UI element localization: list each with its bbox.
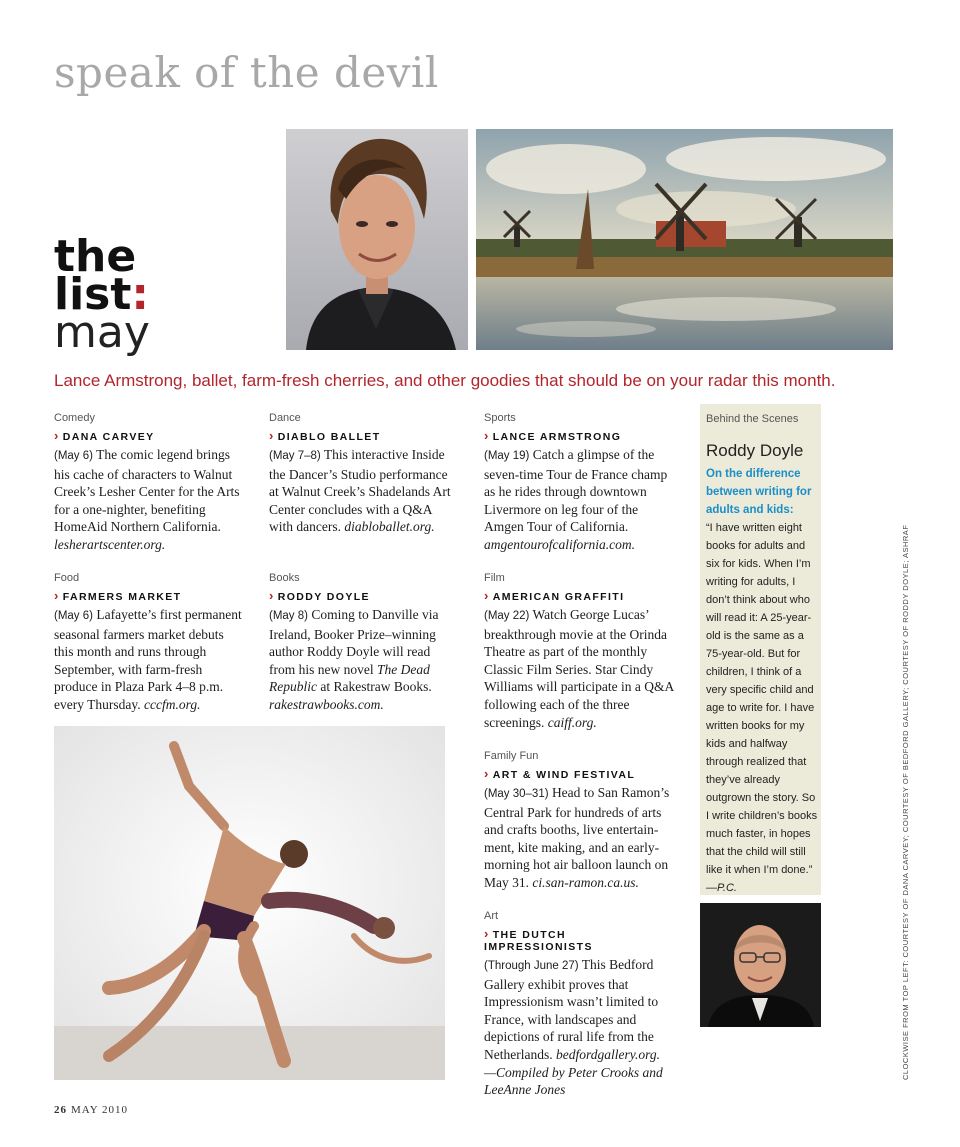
tagline: Lance Armstrong, ballet, farm-fresh cherries, and other goodies that should be on your radar this month. bbox=[54, 371, 836, 390]
arrow-icon: › bbox=[484, 766, 490, 781]
item-body: (May 19) Catch a glimpse of the seven-time Tour de France champ as he rides through downtown Livermore on leg four of the Amgen Tour of California. amgentourofcalifornia.com. bbox=[484, 447, 668, 552]
section-title: speak of the devil bbox=[54, 48, 439, 97]
arrow-icon: › bbox=[484, 926, 490, 941]
item-category: Dance bbox=[269, 412, 301, 424]
item-heading: › AMERICAN GRAFFITI bbox=[484, 588, 625, 603]
item-link[interactable]: rakestrawbooks.com. bbox=[269, 696, 384, 712]
arrow-icon: › bbox=[484, 588, 490, 603]
item-category: Sports bbox=[484, 412, 516, 424]
arrow-icon: › bbox=[484, 428, 490, 443]
item-body: (May 6) Lafayette’s first permanent seasonal farmers market debuts this month and runs through September, with farm-fresh produce in Plaza Park 4–8 p.m. every Thursday. cccfm.org. bbox=[54, 607, 242, 712]
behind-the-scenes-sidebar bbox=[700, 404, 821, 895]
the-list-logo bbox=[54, 231, 150, 358]
item-body: (May 30–31) Head to San Ramon’s Central Park for hundreds of arts and crafts booths, live entertainment, kite making, and an early-morning hot air balloon launch on May 31. ci.san-ramon.ca.us. bbox=[484, 785, 670, 890]
photo-credit: CLOCKWISE FROM TOP LEFT: COURTESY OF DANA CARVEY; COURTESY OF BEDFORD GALLERY; COURTESY OF RODDY DOYLE; ASHRAF bbox=[901, 524, 910, 1080]
arrow-icon: › bbox=[54, 428, 60, 443]
item-body: (May 22) Watch George Lucas’ breakthrough movie at the Orinda Theatre as part of the monthly Classic Film Series. Star Cindy Williams will participate in a Q&A following each of the three screenings. caiff.org. bbox=[484, 607, 674, 730]
arrow-icon: › bbox=[269, 428, 275, 443]
item-link[interactable]: bedfordgallery.org. bbox=[555, 1046, 660, 1062]
item-family-fun bbox=[484, 750, 674, 892]
item-link[interactable]: ci.san-ramon.ca.us. bbox=[532, 874, 639, 890]
logo-list: list bbox=[54, 269, 132, 320]
item-body: (May 8) Coming to Danville via Ireland, Booker Prize–winning author Roddy Doyle will read from his new novel The Dead Republic at Rakestraw Books. rakestrawbooks.com. bbox=[269, 607, 439, 712]
item-category: Comedy bbox=[54, 412, 95, 424]
sidebar-attribution: —P.C. bbox=[706, 882, 737, 894]
page-number: 26 bbox=[54, 1104, 67, 1116]
dutch-windmill-painting bbox=[476, 129, 893, 350]
sidebar-quote: “I have written eight books for adults and six for kids. When I’m writing for adults, I don’t think about who will read it: A 25-year-old is the same as a 75-year-old. But for children, I think of a very specific child and age to write for. I have written books for my kids and halfway through realized that they’ve already outgrown the story. So I write children’s books much faster, in hopes that the child will still like it when I’m done.” —P.C. bbox=[706, 522, 818, 894]
item-link[interactable]: cccfm.org. bbox=[143, 696, 201, 712]
item-category: Food bbox=[54, 572, 80, 584]
dana-carvey-photo bbox=[286, 129, 468, 350]
item-comedy bbox=[54, 412, 244, 554]
item-heading: › ART & WIND FESTIVAL bbox=[484, 766, 636, 781]
item-category: Art bbox=[484, 910, 499, 922]
item-body: (May 6) The comic legend brings his cache of characters to Walnut Creek’s Lesher Center for the Arts for a one-nighter, benefiting HomeAid Northern California. lesherartscenter.org. bbox=[54, 447, 240, 552]
item-category: Film bbox=[484, 572, 505, 584]
item-heading: › THE DUTCH IMPRESSIONISTS bbox=[484, 926, 593, 953]
item-body: (May 7–8) This interactive Inside the Dancer’s Studio performance at Walnut Creek’s Shadelands Art Center concludes with a Q&A with dancers. diabloballet.org. bbox=[269, 447, 451, 535]
item-heading: › DANA CARVEY bbox=[54, 428, 155, 443]
item-dance bbox=[269, 412, 459, 536]
issue-date: MAY 2010 bbox=[71, 1104, 129, 1116]
compiled-by: —Compiled by Peter Crooks and LeeAnne Jones bbox=[484, 1064, 663, 1098]
ballet-dancers-photo bbox=[54, 726, 445, 1080]
item-heading: › RODDY DOYLE bbox=[269, 588, 370, 603]
item-sports bbox=[484, 412, 674, 554]
item-heading: › DIABLO BALLET bbox=[269, 428, 381, 443]
item-books bbox=[269, 572, 459, 714]
item-link[interactable]: caiff.org. bbox=[547, 714, 597, 730]
sidebar-name: Roddy Doyle bbox=[706, 441, 804, 460]
item-body: (Through June 27) This Bedford Gallery exhibit proves that Impressionism wasn’t limited to France, with landscapes and depictions of rural life from the Netherlands. bedfordgallery.org. —Compiled by Peter Crooks and LeeAnne Jones bbox=[484, 957, 663, 1098]
logo-month: may bbox=[54, 307, 150, 358]
logo-the: the bbox=[54, 231, 137, 282]
item-heading: › LANCE ARMSTRONG bbox=[484, 428, 622, 443]
item-heading: › FARMERS MARKET bbox=[54, 588, 182, 603]
sidebar-category: Behind the Scenes bbox=[706, 413, 799, 425]
item-link[interactable]: lesherartscenter.org. bbox=[54, 536, 166, 552]
arrow-icon: › bbox=[54, 588, 60, 603]
item-art bbox=[484, 910, 674, 1099]
item-category: Family Fun bbox=[484, 750, 539, 762]
item-link[interactable]: diabloballet.org. bbox=[344, 519, 435, 535]
item-category: Books bbox=[269, 572, 300, 584]
logo-colon: : bbox=[131, 269, 149, 320]
roddy-doyle-photo bbox=[700, 903, 821, 1027]
page-folio bbox=[54, 1104, 128, 1116]
item-film bbox=[484, 572, 674, 731]
arrow-icon: › bbox=[269, 588, 275, 603]
item-food bbox=[54, 572, 244, 714]
sidebar-subhead: On the difference between writing for adults and kids: bbox=[706, 468, 812, 516]
item-link[interactable]: amgentourofcalifornia.com. bbox=[484, 536, 635, 552]
